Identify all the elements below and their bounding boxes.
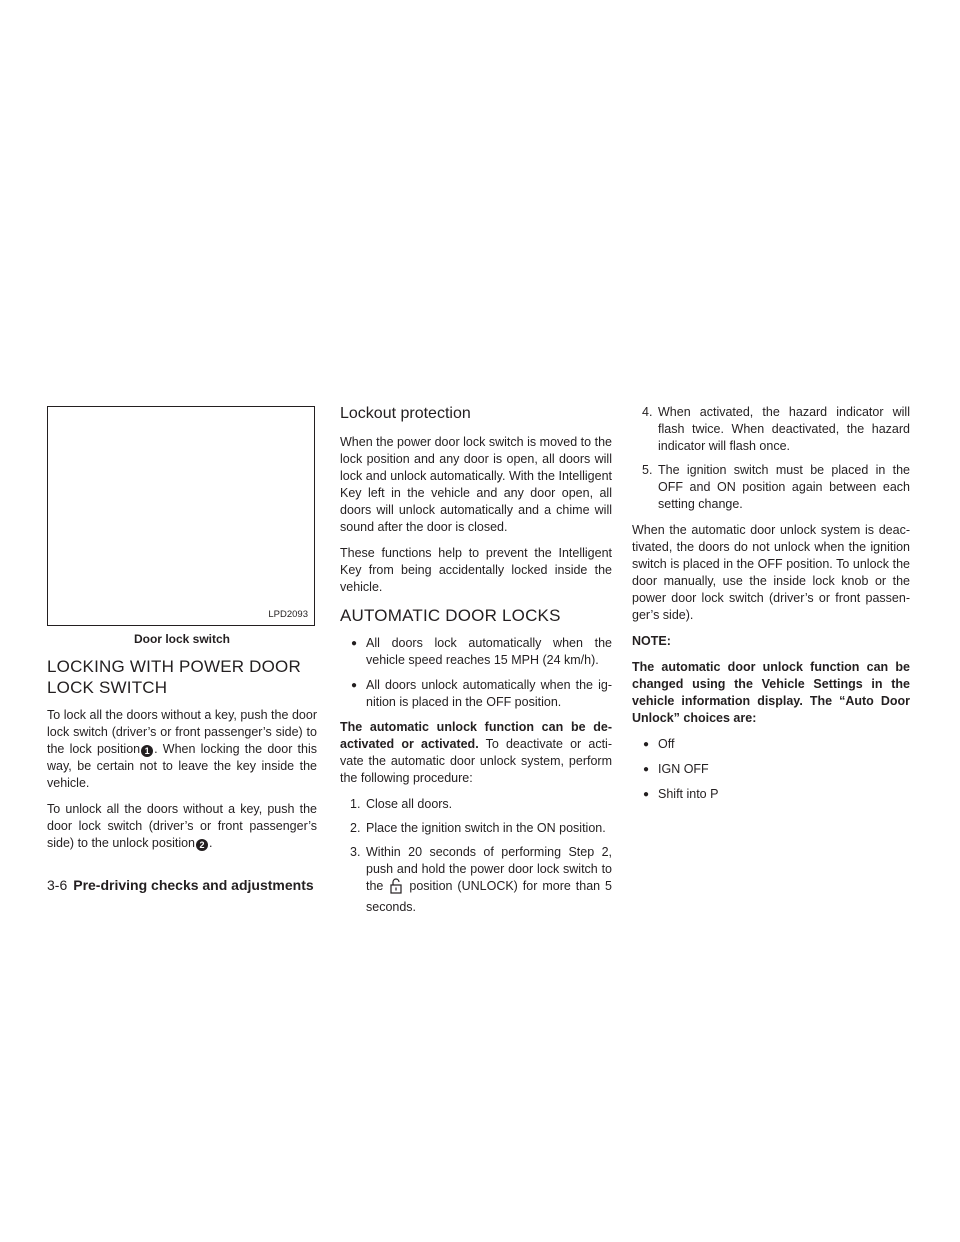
list-item (340, 820, 612, 837)
list-item: ● All doors unlock automatically when the ig-nition is placed in the OFF position. (340, 677, 612, 711)
right-column (632, 404, 910, 811)
page-number: 3-6 (47, 877, 68, 893)
lock-position-marker: 1 (141, 745, 153, 757)
procedure-steps (340, 796, 612, 916)
step-text: Place the ignition switch in the ON position. (366, 821, 606, 835)
step-number: 5. (642, 463, 653, 477)
figure-code: LPD2093 (268, 609, 308, 620)
lock-text: To lock all the doors without a key, push the door lock switch (driver’s or front passenger’s side) to the lock position (47, 708, 317, 756)
step-number: 3. (350, 845, 361, 859)
unlock-position-marker: 2 (196, 839, 208, 851)
heading-line-1: LOCKING WITH POWER DOOR (47, 657, 301, 676)
note-label: NOTE: (632, 634, 671, 648)
list-item: ● IGN OFF (632, 761, 910, 778)
heading-line-2: LOCK SWITCH (47, 678, 168, 697)
page-footer (47, 877, 314, 893)
unlock-paragraph (47, 801, 317, 852)
figure-caption: Door lock switch (133, 632, 231, 646)
auto-lock-bullets (340, 635, 612, 711)
deactivated-paragraph: When the automatic door unlock system is deac-tivated, the doors do not unlock when the ignition switch is placed in the OFF position. To unlock the door manually, use the inside lock knob or the power door lock switch (driver’s or front passen-ger’s side). (632, 523, 910, 622)
step-text: Within 20 seconds of performing Step 2, push and hold the power door lock switch to the (366, 845, 612, 893)
lockout-protection-heading: Lockout protection (340, 405, 471, 422)
list-item (632, 404, 910, 455)
step-number: 2. (350, 821, 361, 835)
list-item (340, 844, 612, 916)
list-item: ● All doors lock automatically when the vehicle speed reaches 15 MPH (24 km/h). (340, 635, 612, 669)
lock-text-end: . When locking the door this way, be certain not to leave the key inside the vehicle. (47, 742, 318, 790)
step-text: When activated, the hazard indicator will flash twice. When deactivated, the hazard indicator will flash once. (658, 405, 910, 453)
step-number: 1. (350, 797, 361, 811)
step-text-end: position (UNLOCK) for more than 5 seconds. (366, 879, 612, 914)
procedure-steps-continued (632, 404, 910, 513)
lockout-paragraph-1: When the power door lock switch is moved to the lock position and any door is open, all doors will lock and unlock automatically. With the Intelligent Key left in the vehicle and any door open, all doors will unlock automatically and a chime will sound after the door is closed. (340, 435, 612, 534)
deactivate-bold: The automatic unlock function can be de-activated or activated. (340, 720, 612, 751)
unlock-icon (389, 878, 403, 899)
left-column (47, 406, 317, 861)
step-number: 4. (642, 405, 653, 419)
door-lock-switch-figure (47, 406, 315, 626)
unlock-text-end: . (209, 836, 213, 850)
automatic-door-locks-heading: AUTOMATIC DOOR LOCKS (340, 606, 561, 625)
list-item: ● Off (632, 736, 910, 753)
list-item (632, 462, 910, 513)
list-item: ● Shift into P (632, 786, 910, 803)
auto-door-unlock-choices (632, 736, 910, 803)
lock-paragraph (47, 707, 317, 792)
deactivate-paragraph (340, 719, 612, 787)
deactivate-text: To deactivate or acti-vate the automatic door unlock system, perform the following procedure: (340, 737, 612, 785)
list-item (340, 796, 612, 813)
step-text: The ignition switch must be placed in the OFF and ON position again between each setting change. (658, 463, 910, 511)
note-text: The automatic door unlock function can be changed using the Vehicle Settings in the vehicle information display. The “Auto Door Unlock” choices are: (632, 660, 910, 725)
lockout-paragraph-2: These functions help to prevent the Intelligent Key from being accidentally locked inside the vehicle. (340, 546, 612, 594)
middle-column (340, 404, 612, 925)
unlock-text: To unlock all the doors without a key, push the door lock switch (driver’s or front passenger’s side) to the unlock position (47, 802, 317, 850)
chapter-title: Pre-driving checks and adjustments (73, 877, 314, 893)
section-heading-locking (47, 656, 317, 698)
step-text: Close all doors. (366, 797, 453, 811)
